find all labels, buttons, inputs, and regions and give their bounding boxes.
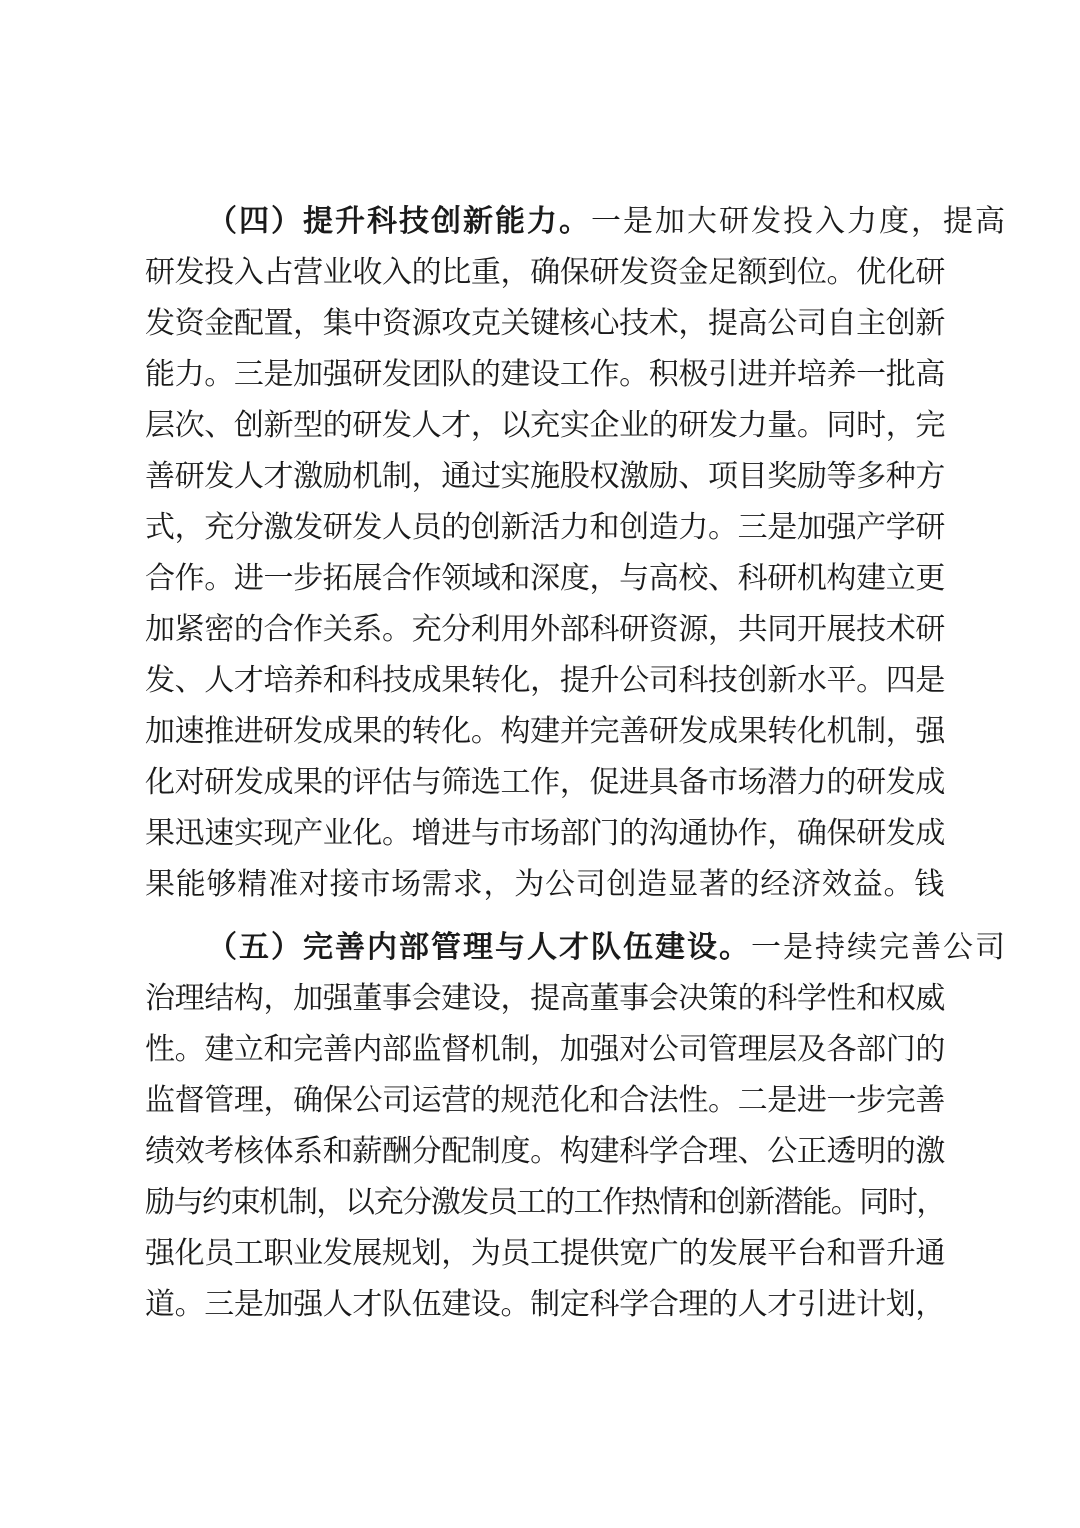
paragraph-tech-innovation [145, 196, 1007, 910]
body-text: 一是持续完善公司 [751, 930, 1007, 965]
paragraph-first-line [145, 196, 1007, 247]
body-line: 性。建立和完善内部监督机制，加强对公司管理层及各部门的 [145, 1032, 945, 1067]
section-heading: （四）提升科技创新能力。 [207, 204, 591, 239]
body-line: 发资金配置，集中资源攻克关键核心技术，提高公司自主创新 [145, 306, 945, 341]
body-line: 善研发人才激励机制，通过实施股权激励、项目奖励等多种方 [145, 459, 945, 494]
body-line: 合作。进一步拓展合作领域和深度，与高校、科研机构建立更 [145, 561, 945, 596]
body-line: 能力。三是加强研发团队的建设工作。积极引进并培养一批高 [145, 357, 945, 392]
body-line: 式，充分激发研发人员的创新活力和创造力。三是加强产学研 [145, 510, 945, 545]
body-line: 加速推进研发成果的转化。构建并完善研发成果转化机制，强 [145, 714, 945, 749]
body-line: 发、人才培养和科技成果转化，提升公司科技创新水平。四是 [145, 663, 945, 698]
body-line: 加紧密的合作关系。充分利用外部科研资源，共同开展技术研 [145, 612, 945, 647]
body-line: 绩效考核体系和薪酬分配制度。构建科学合理、公正透明的激 [145, 1134, 945, 1169]
body-line: 励与约束机制，以充分激发员工的工作热情和创新潜能。同时， [145, 1185, 945, 1220]
body-line: 监督管理，确保公司运营的规范化和合法性。二是进一步完善 [145, 1083, 945, 1118]
paragraph-first-line [145, 922, 1007, 973]
body-line: 果能够精准对接市场需求，为公司创造显著的经济效益。钱 [145, 867, 945, 902]
body-line: 层次、创新型的研发人才，以充实企业的研发力量。同时，完 [145, 408, 945, 443]
body-line: 化对研发成果的评估与筛选工作，促进具备市场潜力的研发成 [145, 765, 945, 800]
body-line: 研发投入占营业收入的比重，确保研发资金足额到位。优化研 [145, 255, 945, 290]
body-line: 治理结构，加强董事会建设，提高董事会决策的科学性和权威 [145, 981, 945, 1016]
section-heading: （五）完善内部管理与人才队伍建设。 [207, 930, 751, 965]
body-text: 一是加大研发投入力度，提高 [591, 204, 1007, 239]
body-line: 道。三是加强人才队伍建设。制定科学合理的人才引进计划， [145, 1287, 945, 1322]
body-line: 果迅速实现产业化。增进与市场部门的沟通协作，确保研发成 [145, 816, 945, 851]
paragraph-internal-management [145, 922, 1007, 1330]
body-line: 强化员工职业发展规划，为员工提供宽广的发展平台和晋升通 [145, 1236, 945, 1271]
